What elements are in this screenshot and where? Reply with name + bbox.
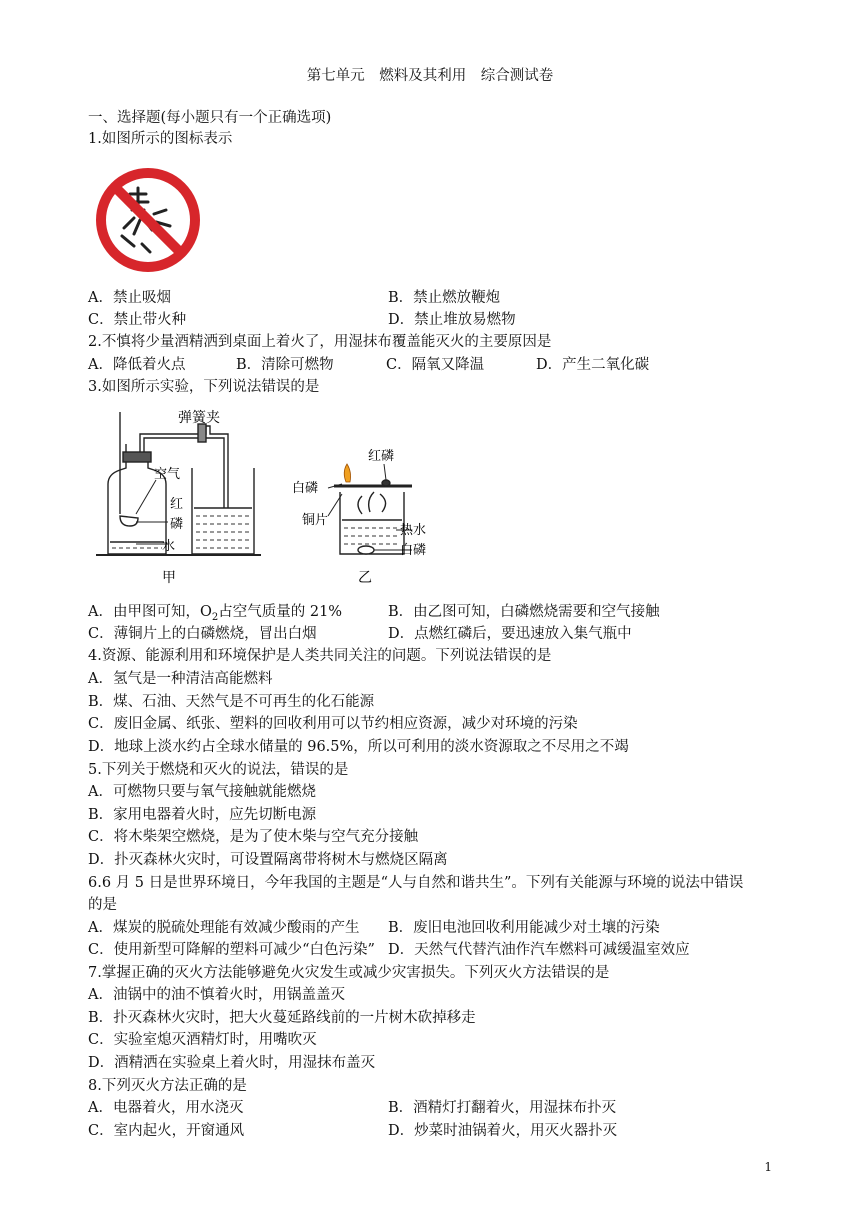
q1-stem: 1.如图所示的图标表示 bbox=[88, 131, 233, 147]
q7-stem: 7.掌握正确的灭火方法能够避免火灾发生或减少灾害损失。下列灭火方法错误的是 bbox=[88, 965, 610, 981]
q6-option-a: A．煤炭的脱硫处理能有效减少酸雨的产生 bbox=[88, 920, 360, 936]
no-fireworks-sign-icon bbox=[94, 166, 202, 274]
q2-option-b: B．清除可燃物 bbox=[236, 357, 334, 373]
q6-stem-line1: 6.6 月 5 日是世界环境日，今年我国的主题是“人与自然和谐共生”。下列有关能源与环境的说法中错误 bbox=[88, 875, 744, 891]
label-white-p-2: 白磷 bbox=[399, 543, 426, 558]
q6-stem-line2: 的是 bbox=[88, 897, 117, 913]
label-hot-water: 热水 bbox=[399, 523, 426, 538]
q6-option-b: B．废旧电池回收利用能减少对土壤的污染 bbox=[388, 920, 660, 936]
q5-stem: 5.下列关于燃烧和灭火的说法，错误的是 bbox=[88, 762, 349, 778]
q5-option-b: B．家用电器着火时，应先切断电源 bbox=[88, 807, 317, 823]
page-title: 第七单元 燃料及其利用 综合测试卷 bbox=[306, 68, 554, 84]
q2-option-d: D．产生二氧化碳 bbox=[536, 357, 650, 373]
q3-option-d: D．点燃红磷后，要迅速放入集气瓶中 bbox=[388, 626, 632, 642]
q4-option-c: C．废旧金属、纸张、塑料的回收利用可以节约相应资源，减少对环境的污染 bbox=[88, 716, 578, 732]
q8-option-a: A．电器着火，用水浇灭 bbox=[88, 1100, 244, 1116]
q5-option-c: C．将木柴架空燃烧，是为了使木柴与空气充分接触 bbox=[88, 829, 419, 845]
q7-option-b: B．扑灭森林火灾时，把大火蔓延路线前的一片树木砍掉移走 bbox=[88, 1010, 476, 1026]
label-water: 水 bbox=[162, 539, 176, 554]
section-heading: 一、选择题(每小题只有一个正确选项) bbox=[88, 110, 332, 126]
q5-option-a: A．可燃物只要与氧气接触就能燃烧 bbox=[88, 784, 316, 800]
label-red-p-top: 红磷 bbox=[368, 449, 395, 464]
q1-option-b: B．禁止燃放鞭炮 bbox=[388, 290, 501, 306]
q3-option-b: B．由乙图可知，白磷燃烧需要和空气接触 bbox=[388, 604, 660, 620]
label-red-p-1: 红 bbox=[170, 497, 184, 512]
q7-option-d: D．酒精洒在实验桌上着火时，用湿抹布盖灭 bbox=[88, 1055, 376, 1071]
q4-option-d: D．地球上淡水约占全球水储量的 96.5%，所以可利用的淡水资源取之不尽用之不竭 bbox=[88, 739, 629, 755]
q3-stem: 3.如图所示实验，下列说法错误的是 bbox=[88, 379, 320, 395]
label-air: 空气 bbox=[154, 467, 181, 482]
q4-option-a: A．氢气是一种清洁高能燃料 bbox=[88, 671, 273, 687]
q3-option-a: A．由甲图可知，$O_2$占空气质量的 21% bbox=[88, 604, 343, 623]
q8-option-d: D．炒菜时油锅着火，用灭火器扑灭 bbox=[388, 1123, 618, 1139]
label-jia: 甲 bbox=[162, 570, 176, 586]
label-copper: 铜片 bbox=[302, 513, 329, 528]
q1-option-d: D．禁止堆放易燃物 bbox=[388, 312, 516, 328]
q3-option-c: C．薄铜片上的白磷燃烧，冒出白烟 bbox=[88, 626, 317, 642]
q8-option-c: C．室内起火，开窗通风 bbox=[88, 1123, 245, 1139]
q5-option-d: D．扑灭森林火灾时，可设置隔离带将树木与燃烧区隔离 bbox=[88, 852, 448, 868]
q2-options bbox=[88, 355, 649, 375]
q7-option-a: A．油锅中的油不慎着火时，用锅盖盖灭 bbox=[88, 987, 345, 1003]
q2-option-c: C．隔氧又降温 bbox=[386, 357, 485, 373]
q1-option-a: A．禁止吸烟 bbox=[88, 290, 171, 306]
q8-option-b: B．酒精灯打翻着火，用湿抹布扑灭 bbox=[388, 1100, 617, 1116]
q4-stem: 4.资源、能源利用和环境保护是人类共同关注的问题。下列说法错误的是 bbox=[88, 648, 552, 664]
label-clip: 弹簧夹 bbox=[178, 410, 220, 426]
q7-option-c: C．实验室熄灭酒精灯时，用嘴吹灭 bbox=[88, 1032, 317, 1048]
label-red-p-2: 磷 bbox=[170, 517, 184, 532]
q8-stem: 8.下列灭火方法正确的是 bbox=[88, 1078, 247, 1094]
q6-option-c: C．使用新型可降解的塑料可减少“白色污染” bbox=[88, 942, 375, 958]
label-yi: 乙 bbox=[358, 570, 372, 586]
q6-option-d: D．天然气代替汽油作汽车燃料可减缓温室效应 bbox=[388, 942, 690, 958]
experiment-figure bbox=[96, 404, 426, 590]
page-number: 1 bbox=[764, 1160, 772, 1174]
q1-option-c: C．禁止带火种 bbox=[88, 312, 187, 328]
q2-stem: 2.不慎将少量酒精洒到桌面上着火了，用湿抹布覆盖能灭火的主要原因是 bbox=[88, 334, 552, 350]
label-white-p: 白磷 bbox=[292, 481, 319, 496]
q2-option-a: A．降低着火点 bbox=[88, 357, 186, 373]
q4-option-b: B．煤、石油、天然气是不可再生的化石能源 bbox=[88, 694, 375, 710]
